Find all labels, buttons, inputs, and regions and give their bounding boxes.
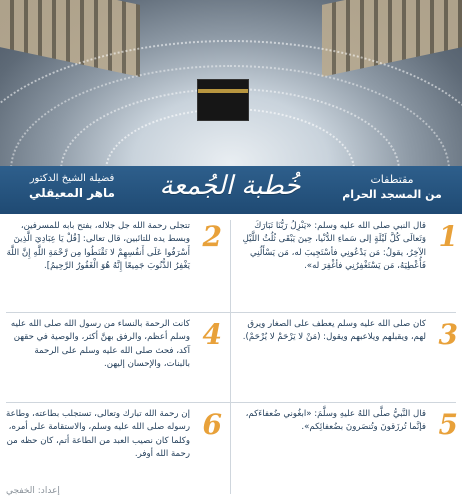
excerpt-text: كان صلى الله عليه وسلم يعطف على الصغار ويرق لهم، ويقبلهم ويلاعبهم ويقول: (مَنْ لا يَرْحَمْ لا يُرْحَمْ). xyxy=(242,319,426,343)
title-banner xyxy=(0,166,462,214)
excerpt-3 xyxy=(236,312,462,402)
excerpt-number: 4 xyxy=(202,318,222,351)
source-label xyxy=(338,173,446,201)
excerpt-text: قال النبي صلى الله عليه وسلم: «يَنْزِلُ رَبُّنَا تَبَارَكَ وَتَعالَى كُلَّ لَيْلَةٍ إلى سَماءِ الدُّنْيا، حِينَ يَبْقَى ثُلُثُ اللَّيْلِ الآخِرُ، يقولُ: مَن يَدْعُونِي فأسْتَجِيبَ له، مَن يَسْأَلُنِي فَأُعْطِيَهُ، مَن يَسْتَغْفِرُنِي فأغْفِرَ له». xyxy=(242,221,426,272)
excerpt-text: تتجلى رحمة الله جل جلاله، بفتح بابه للمسرفين، وبسط يده للتائبين، قال تعالى: [قُلْ يَا عِبَادِيَ الَّذِينَ أَسْرَفُوا عَلَى أَنفُسِهِمْ لا تَقْنَطُوا مِن رَّحْمَةِ اللَّهِ إِنَّ اللَّهَ يَغْفِرُ الذُّنُوبَ جَمِيعًا إِنَّهُ هُوَ الْغَفُورُ الرَّحِيمُ]. xyxy=(6,221,190,272)
speaker-name: ماهر المعيقلي xyxy=(29,186,115,200)
excerpt-number: 6 xyxy=(202,408,222,441)
credit-line: إعداد: الخفجي xyxy=(6,486,60,496)
excerpt-1 xyxy=(236,214,462,312)
excerpt-number: 3 xyxy=(438,318,458,351)
kaaba-image xyxy=(198,80,248,120)
divider xyxy=(230,220,231,494)
hero-photo xyxy=(0,0,462,172)
speaker-title: فضيلة الشيخ الدكتور xyxy=(29,173,115,184)
source-line1: مقتطفات xyxy=(370,173,414,186)
excerpts-grid xyxy=(0,214,462,500)
speaker-label xyxy=(16,173,128,200)
excerpt-text: إن رحمة الله تبارك وتعالى، تستجلب بطاعته، وطاعة رسوله صلى الله عليه وسلم، والاستقامة على أمره، وكلما كان نصيب العبد من الطاعة أتم، كان حظه من رحمة الله أوفر. xyxy=(5,409,190,460)
excerpt-text: قال النَّبيُّ صلَّى اللهُ عليهِ وسلَّمَ: «ابغُوني ضُعفاءَكم، فإنَّما تُرزَقونَ وتُنصَرونَ بضُعفائِكم». xyxy=(245,409,426,433)
source-line2: من المسجد الحرام xyxy=(342,188,442,201)
excerpt-4 xyxy=(0,312,226,402)
excerpt-5 xyxy=(236,402,462,500)
excerpt-number: 2 xyxy=(202,220,222,253)
excerpt-text: كانت الرحمة بالنساء من رسول الله صلى الله عليه وسلم أعظم، والرفق بهنَّ أكثر، والوصية في حقهن آكد، فحث صلى الله عليه وسلم على الرحمة بالبنات، والإحسان إليهن. xyxy=(10,319,190,370)
excerpt-2 xyxy=(0,214,226,312)
excerpt-number: 1 xyxy=(438,220,458,253)
excerpt-number: 5 xyxy=(438,408,458,441)
page-title: خُطبة الجُمعة xyxy=(159,171,301,201)
